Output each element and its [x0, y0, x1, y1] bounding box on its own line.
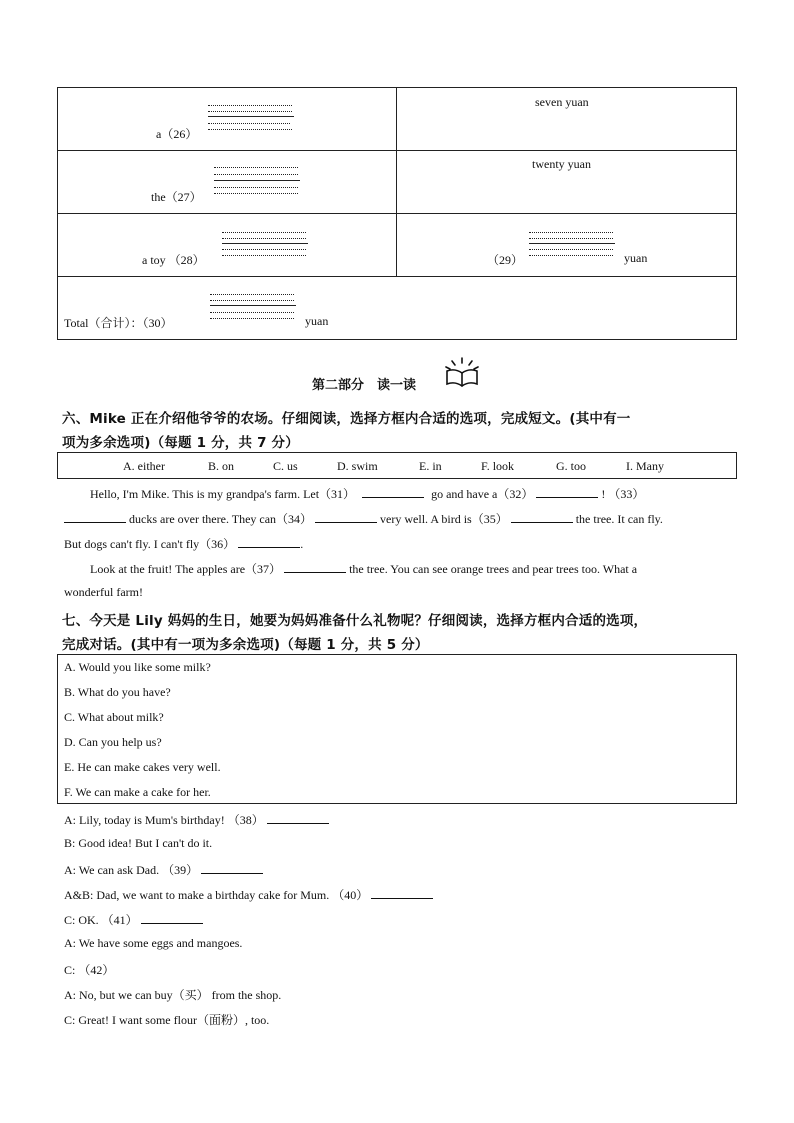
- section7-option-box: [57, 654, 737, 804]
- dialogue-text: A: Lily, today is Mum's birthday! （38）: [64, 813, 264, 827]
- passage-text: Hello, I'm Mike. This is my grandpa's farm. Let（31）: [90, 487, 356, 501]
- handwriting-lines: [529, 232, 613, 260]
- dialogue-line: C: Great! I want some flour（面粉）, too.: [64, 1013, 270, 1027]
- handwriting-lines: [222, 232, 306, 260]
- price-cell-item: [58, 88, 397, 150]
- option-item: F. look: [481, 459, 515, 473]
- price-row-total: [58, 277, 736, 340]
- dialogue-line: A: We have some eggs and mangoes.: [64, 936, 243, 950]
- passage-line: wonderful farm!: [64, 585, 143, 599]
- option-item: D. swim: [337, 459, 378, 473]
- passage-text: But dogs can't fly. I can't fly（36）: [64, 537, 236, 551]
- option-item: E. in: [419, 459, 442, 473]
- passage-line: [90, 560, 637, 577]
- dialogue-text: C: OK. （41）: [64, 913, 138, 927]
- price-table: [57, 87, 737, 340]
- dialogue-option: E. He can make cakes very well.: [64, 760, 221, 774]
- total-label: Total（合计）：（30）: [64, 316, 173, 330]
- dialogue-option: F. We can make a cake for her.: [64, 785, 211, 799]
- option-item: B. on: [208, 459, 235, 473]
- answer-blank-38[interactable]: [267, 811, 329, 824]
- item-label: the（27）: [151, 190, 202, 204]
- answer-blank-40[interactable]: [371, 886, 433, 899]
- item-label: a（26）: [156, 127, 198, 141]
- answer-blank-39[interactable]: [201, 861, 263, 874]
- price-cell-item: [58, 214, 397, 276]
- dialogue-line: [64, 911, 203, 928]
- passage-text: Look at the fruit! The apples are（37）: [90, 562, 282, 576]
- passage-text: .: [300, 537, 304, 551]
- handwriting-lines: [214, 167, 298, 195]
- price-value: seven yuan: [535, 95, 589, 109]
- dialogue-line: [64, 886, 433, 903]
- dialogue-line: C: （42）: [64, 963, 115, 977]
- passage-text: the tree. You can see orange trees and pear trees too. What a: [349, 562, 638, 576]
- dialogue-text: A: We can ask Dad. （39）: [64, 863, 199, 877]
- answer-blank-36[interactable]: [238, 535, 300, 548]
- passage-text: the tree. It can fly.: [575, 512, 663, 526]
- dialogue-option: A. Would you like some milk?: [64, 660, 211, 674]
- price-cell-item: [58, 151, 397, 213]
- section6-heading-line1: 六、Mike 正在介绍他爷爷的农场。仔细阅读，选择方框内合适的选项，完成短文。(其中有一: [62, 411, 631, 427]
- total-unit: yuan: [305, 314, 329, 328]
- dialogue-line: [64, 861, 263, 878]
- option-item: C. us: [273, 459, 298, 473]
- passage-text: ducks are over there. They can（34）: [129, 512, 313, 526]
- handwriting-lines: [210, 294, 294, 322]
- answer-blank-31[interactable]: [362, 485, 424, 498]
- section6-option-box: [57, 452, 737, 479]
- price-row: [58, 151, 736, 214]
- answer-blank-34[interactable]: [315, 510, 377, 523]
- option-item: I. Many: [626, 459, 664, 473]
- passage-text: ! （33）: [601, 487, 645, 501]
- passage-line: [64, 535, 303, 552]
- dialogue-option: D. Can you help us?: [64, 735, 162, 749]
- price-prefix: （29）: [487, 253, 524, 267]
- part-two-title: 第二部分 读一读: [312, 378, 417, 393]
- dialogue-line: [64, 811, 329, 828]
- answer-blank-33[interactable]: [64, 510, 126, 523]
- passage-text: go and have a（32）: [431, 487, 534, 501]
- section7-heading-line2: 完成对话。(其中有一项为多余选项)（每题 1 分，共 5 分）: [62, 637, 429, 653]
- dialogue-option: B. What do you have?: [64, 685, 171, 699]
- dialogue-text: A&B: Dad, we want to make a birthday cake for Mum. （40）: [64, 888, 369, 902]
- dialogue-line: B: Good idea! But I can't do it.: [64, 836, 213, 850]
- passage-line: [90, 485, 644, 502]
- answer-blank-41[interactable]: [141, 911, 203, 924]
- option-item: G. too: [556, 459, 586, 473]
- answer-blank-37[interactable]: [284, 560, 346, 573]
- dialogue-line: A: No, but we can buy（买） from the shop.: [64, 988, 282, 1002]
- price-unit: yuan: [624, 251, 648, 265]
- answer-blank-32[interactable]: [536, 485, 598, 498]
- answer-blank-35[interactable]: [511, 510, 573, 523]
- section6-heading-line2: 项为多余选项)（每题 1 分，共 7 分）: [62, 435, 299, 451]
- price-row: [58, 88, 736, 151]
- section7-heading-line1: 七、今天是 Lily 妈妈的生日，她要为妈妈准备什么礼物呢？仔细阅读，选择方框内合适的选项，: [62, 613, 648, 629]
- item-label: a toy （28）: [142, 253, 205, 267]
- reading-book-icon: [443, 356, 481, 388]
- passage-line: [64, 510, 663, 527]
- handwriting-lines: [208, 105, 292, 133]
- option-item: A. either: [123, 459, 165, 473]
- price-value: twenty yuan: [532, 157, 591, 171]
- dialogue-option: C. What about milk?: [64, 710, 164, 724]
- price-row: [58, 214, 736, 277]
- passage-text: very well. A bird is（35）: [380, 512, 508, 526]
